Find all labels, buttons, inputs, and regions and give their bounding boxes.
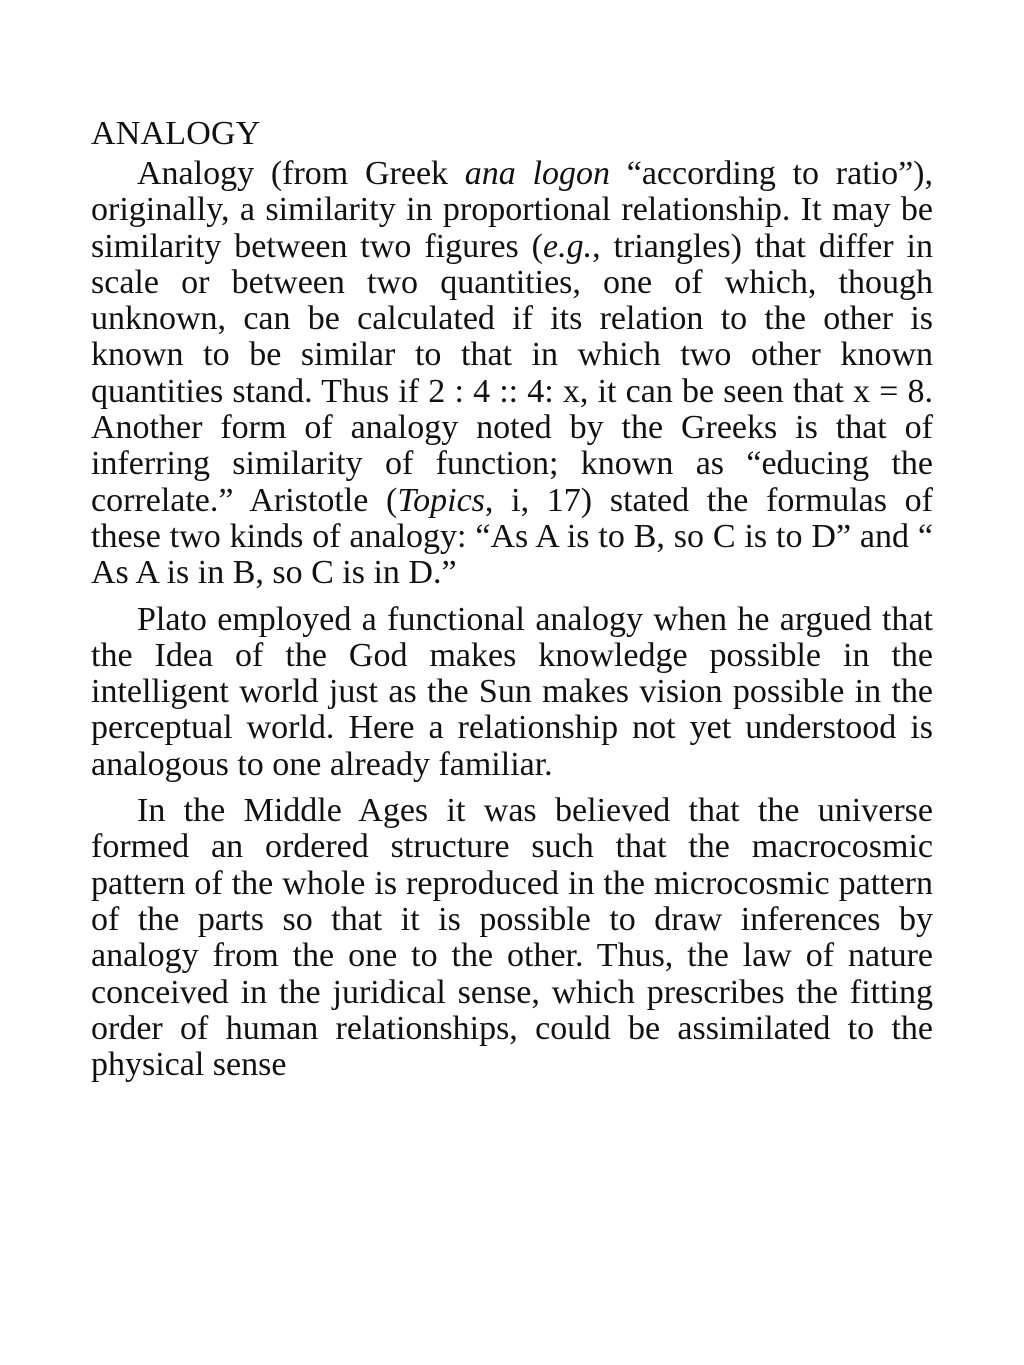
body-paragraph [91,602,933,783]
body-paragraph [91,156,933,592]
text-segment: Plato employed a functional analogy when he argued that the Idea of the God makes knowledge possible in the intelligent world just as the Sun makes vision possible in the perceptual world. Here a relationship not yet understood is analogous to one already familiar. [91,600,933,783]
body-paragraph [91,793,933,1083]
article-heading: ANALOGY [91,115,261,152]
text-segment: , i, 17) stated the formulas of these two kinds of analogy: “As A is to B, so C is to D” and “ As A is in B, so C is in D.” [91,481,934,592]
text-segment: “according to ratio”), originally, a similarity in proportional relationship. It may be similarity between two figures ( [91,155,934,265]
text-segment: , triangles) that differ in scale or between two quantities, one of which, though unknown, can be calculated if its relation to the other is known to be similar to that in which two other known quantities stand. Thus if 2 : 4 :: 4: x, it can be seen that x = 8. Another form of analogy noted by the Greeks is that of inferring similarity of function; known as “educing the correlate.” Aristotle ( [91,227,933,519]
italic-term: ana logon [464,155,610,192]
italic-term: Topics [397,481,485,519]
text-segment: Analogy (from Greek [137,155,465,192]
text-segment: In the Middle Ages it was believed that the universe formed an ordered structure such that the macrocosmic pattern of the whole is reproduced in the microcosmic pattern of the parts so that it is possible to draw inferences by analogy from the one to the other. Thus, the law of nature conceived in the juridical sense, which prescribes the fitting order of human relationships, could be assimilated to the physical sense [91,792,933,1084]
article-body [91,156,933,1083]
italic-term: e.g. [543,227,593,265]
document-page [91,112,933,1083]
